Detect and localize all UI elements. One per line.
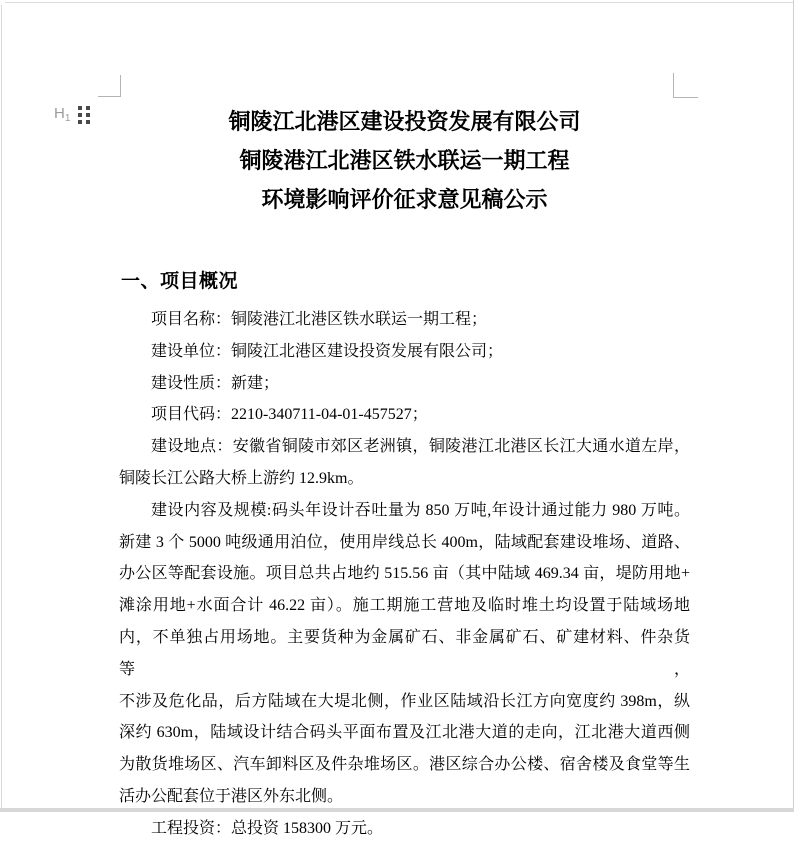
paragraph-line: 为散货堆场区、汽车卸料区及件杂堆场区。港区综合办公楼、宿舍楼及食堂等生 xyxy=(119,756,690,774)
document-body-text[interactable] xyxy=(119,304,690,845)
page-edge-top xyxy=(5,2,794,3)
paragraph-line: 深约 630m，陆域设计结合码头平面布置及江北港大道的走向，江北港大道西侧 xyxy=(119,724,690,742)
paragraph-line: 新建 3 个 5000 吨级通用泊位，使用岸线总长 400m，陆域配套建设堆场、道路、 xyxy=(119,533,690,551)
paragraph-line: 建设单位：铜陵江北港区建设投资发展有限公司； xyxy=(151,342,504,360)
paragraph-line: 不涉及危化品，后方陆域在大堤北侧，作业区陆域沿长江方向宽度约 398m，纵 xyxy=(119,692,690,710)
document-title[interactable] xyxy=(119,102,690,219)
paragraph-line: 项目名称：铜陵港江北港区铁水联运一期工程； xyxy=(151,311,488,328)
paragraph-line: 建设地点：安徽省铜陵市郊区老洲镇，铜陵港江北港区长江大通水道左岸， xyxy=(151,438,690,456)
drag-handle-icon[interactable] xyxy=(78,106,90,124)
paragraph-line: 内，不单独占用场地。主要货种为金属矿石、非金属矿石、矿建材料、件杂货等， xyxy=(119,628,690,678)
paragraph-line: 项目代码：2210-340711-04-01-457527； xyxy=(151,406,428,424)
margin-cropmark-top-right-icon xyxy=(673,73,698,98)
paragraph-line: 铜陵长江公路大桥上游约 12.9km。 xyxy=(119,469,364,487)
document-title-line: 环境影响评价征求意见稿公示 xyxy=(261,187,548,212)
paragraph-line: 建设性质：新建； xyxy=(151,374,280,392)
paragraph-line: 办公区等配套设施。项目总共占地约 515.56 亩（其中陆域 469.34 亩，堤防用地+ xyxy=(119,565,690,583)
margin-cropmark-top-left-icon xyxy=(98,75,121,97)
paragraph-line: 滩涂用地+水面合计 46.22 亩）。施工期施工营地及临时堆土均设置于陆域场地 xyxy=(119,597,690,615)
paragraph-line: 工程投资：总投资 158300 万元。 xyxy=(151,819,384,837)
document-title-line: 铜陵江北港区建设投资发展有限公司 xyxy=(228,109,581,134)
paragraph-line: 建设内容及规模:码头年设计吞吐量为 850 万吨,年设计通过能力 980 万吨。 xyxy=(151,501,690,519)
section-heading[interactable]: 一、项目概况 xyxy=(121,271,239,292)
paragraph-line: 活办公配套位于港区外东北侧。 xyxy=(119,787,344,805)
document-title-line: 铜陵港江北港区铁水联运一期工程 xyxy=(239,148,570,173)
heading-level-badge[interactable]: $H_1$ xyxy=(54,105,71,124)
page-edge-left xyxy=(1,5,2,812)
